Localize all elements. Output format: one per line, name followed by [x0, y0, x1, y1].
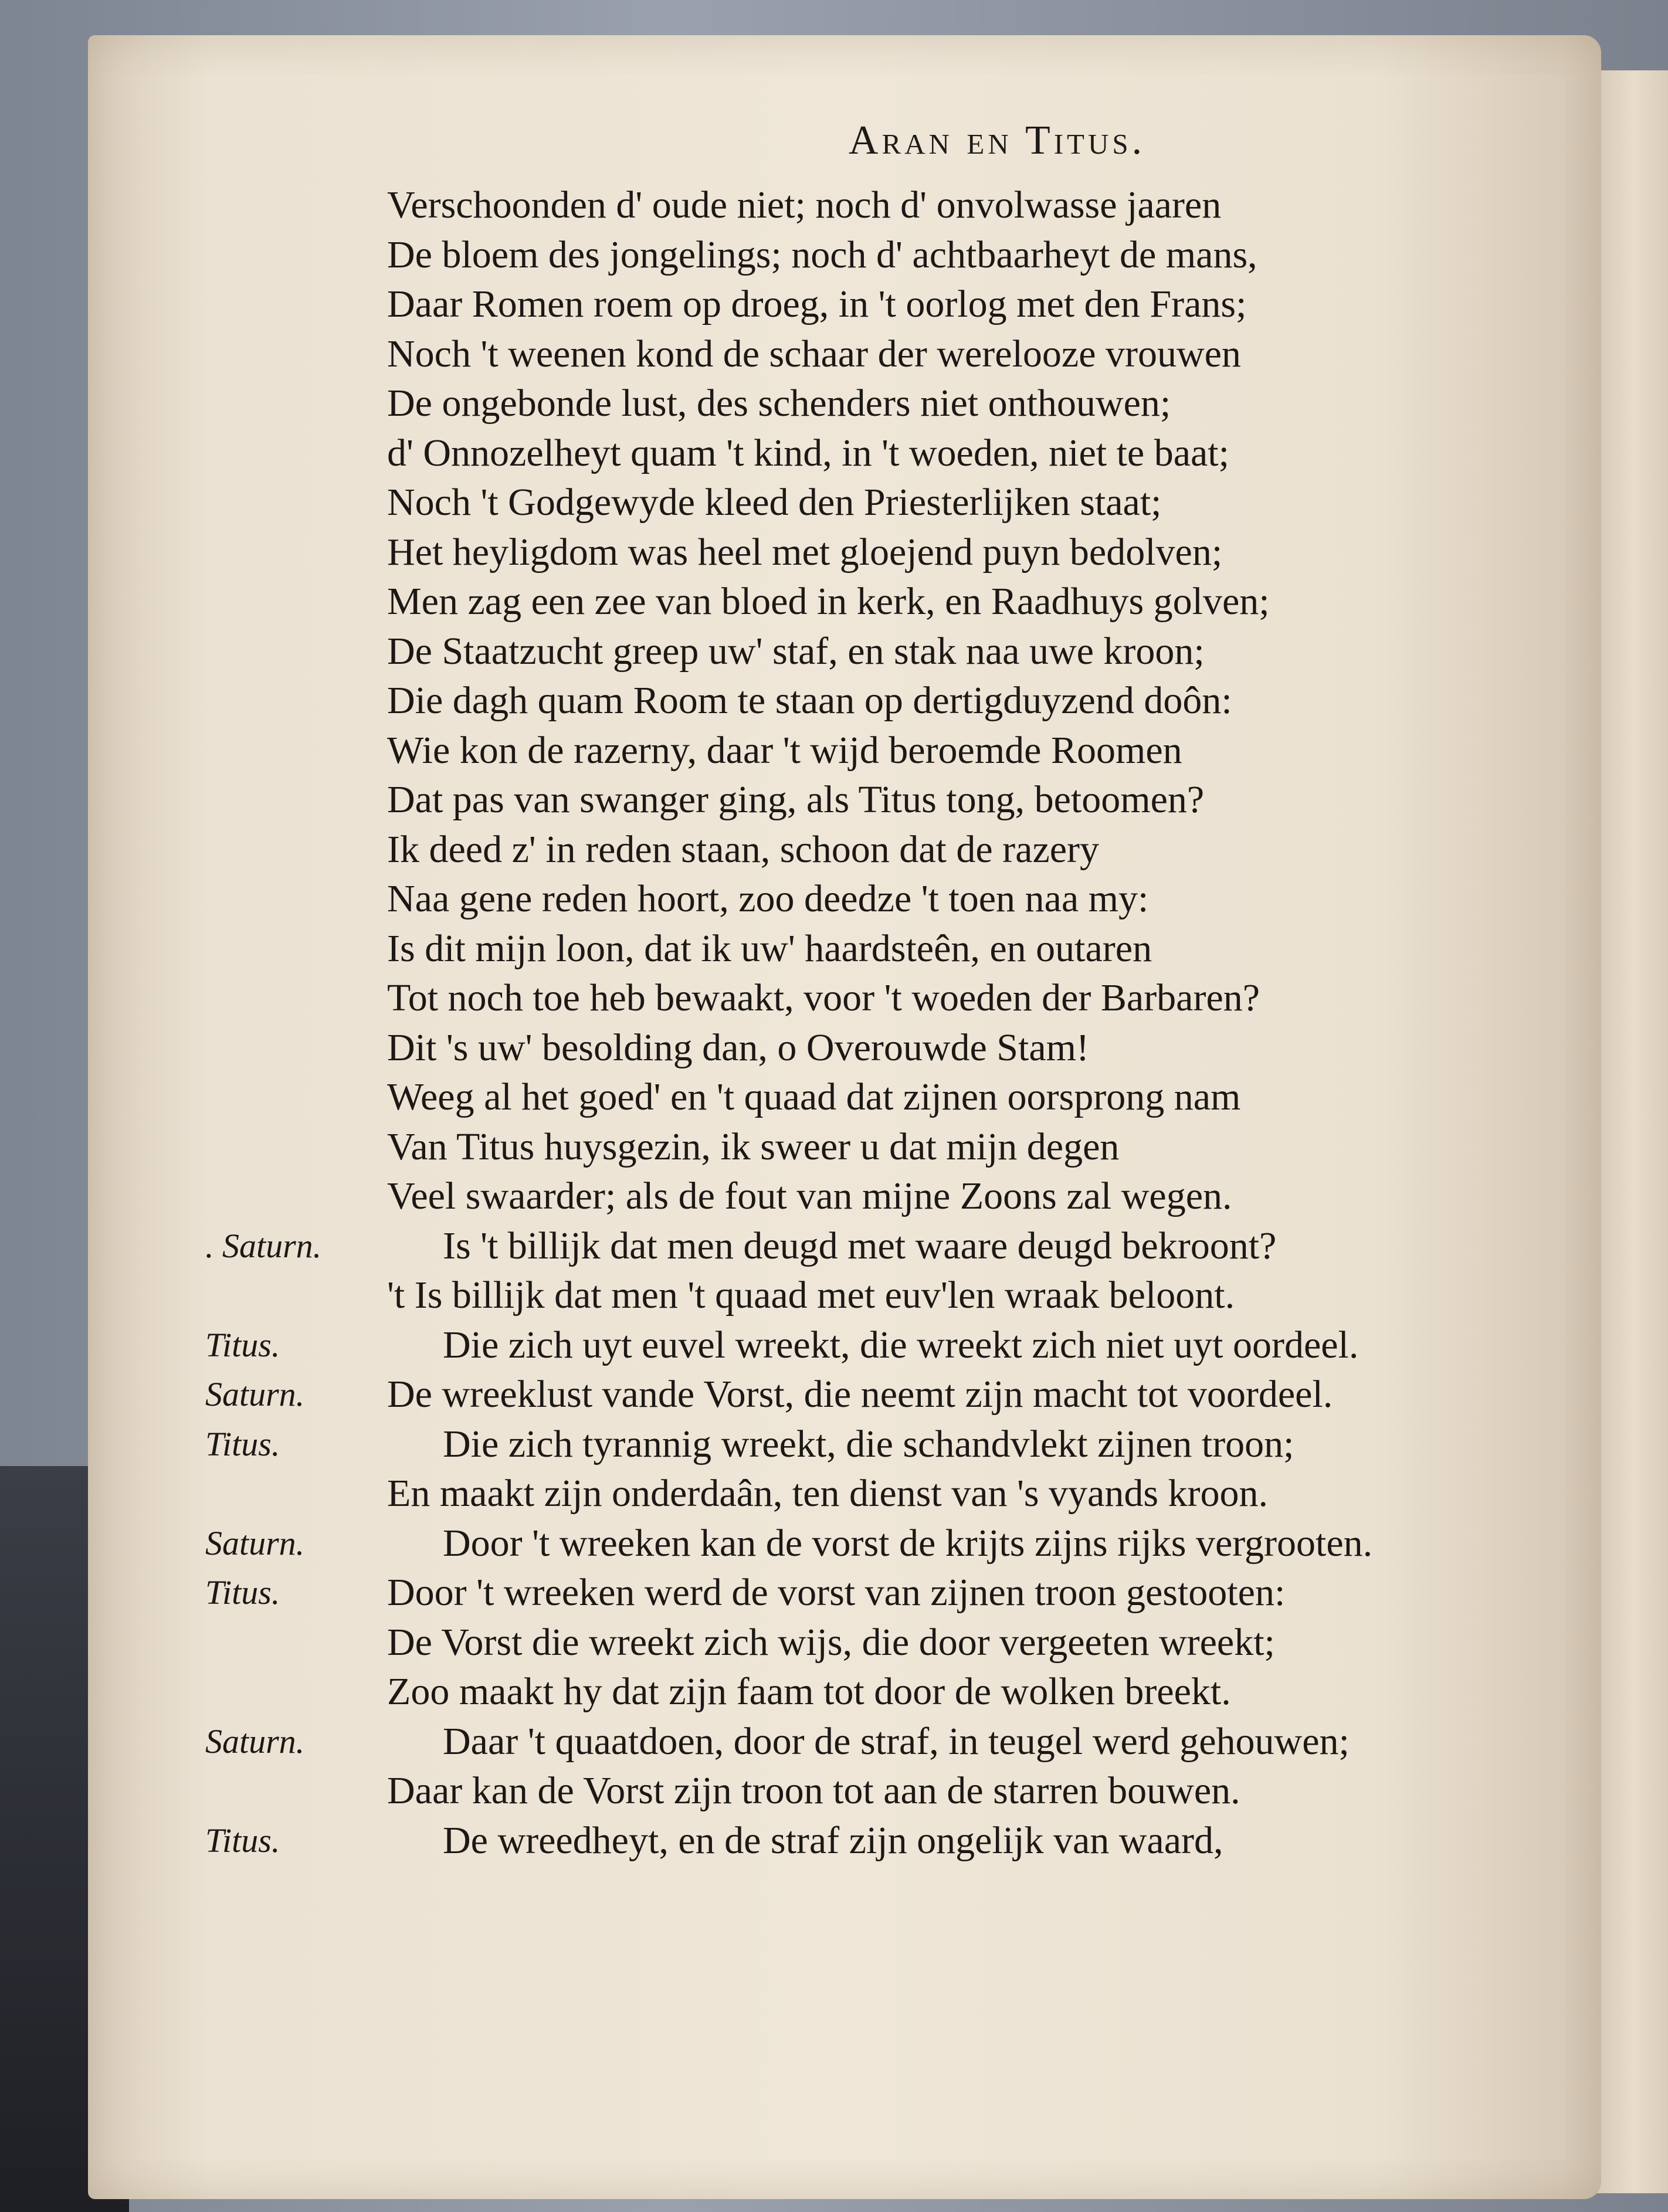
verse-line-text: Door 't wreeken kan de vorst de krijts zijns rijks vergrooten.: [443, 1521, 1373, 1565]
speaker-label: Saturn.: [205, 1722, 305, 1760]
verse-line-text: Noch 't Godgewyde kleed den Priesterlijken staat;: [387, 481, 1162, 524]
verse-line-text: d' Onnozelheyt quam 't kind, in 't woeden, niet te baat;: [387, 431, 1229, 474]
verse-line-text: Verschoonden d' oude niet; noch d' onvolwasse jaaren: [387, 184, 1222, 226]
verse-line: [387, 476, 1589, 529]
verse-text: [88, 35, 1601, 2199]
verse-line-text: Veel swaarder; als de fout van mijne Zoons zal wegen.: [387, 1175, 1232, 1217]
verse-line: [387, 1765, 1589, 1817]
speaker-label: Titus.: [205, 1424, 280, 1463]
verse-line-text: De Vorst die wreekt zich wijs, die door vergeeten wreekt;: [387, 1620, 1275, 1664]
verse-line: [387, 1319, 1589, 1372]
verse-line-text: De wreedheyt, en de straf zijn ongelijk van waard,: [443, 1819, 1223, 1862]
speaker-label: . Saturn.: [205, 1226, 322, 1265]
verse-line-text: Wie kon de razerny, daar 't wijd beroemde Roomen: [387, 728, 1182, 772]
verse-line: [387, 625, 1589, 678]
verse-line-text: Die dagh quam Room te staan op dertigduyzend doôn:: [387, 679, 1232, 722]
verse-line: [387, 724, 1589, 777]
speaker-label: Titus.: [205, 1325, 280, 1364]
speaker-label: Saturn.: [205, 1524, 305, 1562]
verse-line-text: De wreeklust vande Vorst, die neemt zijn macht tot voordeel.: [387, 1373, 1333, 1416]
verse-line: [387, 674, 1589, 727]
verse-line: [387, 1418, 1589, 1471]
verse-line: [387, 972, 1589, 1024]
running-head: Aran en Titus.: [848, 118, 1146, 163]
verse-line-text: Het heyligdom was heel met gloejend puyn bedolven;: [387, 530, 1223, 574]
verse-line: [387, 278, 1589, 331]
verse-line-text: Men zag een zee van bloed in kerk, en Raadhuys golven;: [387, 580, 1270, 623]
verse-line: [387, 179, 1589, 232]
verse-line: [387, 1814, 1589, 1867]
book-page: [88, 35, 1601, 2199]
verse-line-text: 't Is billijk dat men 't quaad met euv'len wraak beloont.: [387, 1274, 1235, 1317]
verse-line: [387, 1665, 1589, 1718]
verse-line-text: Daar Romen roem op droeg, in 't oorlog met den Frans;: [387, 283, 1247, 325]
verse-line-text: De bloem des jongelings; noch d' achtbaarheyt de mans,: [387, 233, 1257, 276]
verse-line-text: Ik deed z' in reden staan, schoon dat de razery: [387, 827, 1100, 871]
verse-line: [387, 922, 1589, 975]
verse-line: [387, 873, 1589, 925]
verse-line: [387, 1121, 1589, 1173]
verse-line: [387, 1517, 1589, 1570]
verse-line: [387, 1220, 1589, 1273]
verse-line-text: De ongebonde lust, des schenders niet onthouwen;: [387, 382, 1171, 425]
verse-line-text: Naa gene reden hoort, zoo deedze 't toen naa my:: [387, 877, 1149, 920]
verse-line: [387, 427, 1589, 480]
verse-line-text: Daar kan de Vorst zijn troon tot aan de starren bouwen.: [387, 1769, 1240, 1812]
verse-line: [387, 1566, 1589, 1619]
verse-line: [387, 328, 1589, 381]
verse-line: [387, 1616, 1589, 1669]
verse-line-text: Van Titus huysgezin, ik sweer u dat mijn degen: [387, 1125, 1120, 1168]
verse-line-text: Die zich uyt euvel wreekt, die wreekt zich niet uyt oordeel.: [443, 1323, 1359, 1366]
verse-line-text: Daar 't quaatdoen, door de straf, in teugel werd gehouwen;: [443, 1719, 1350, 1763]
verse-line: [387, 1022, 1589, 1074]
verse-line: [387, 1467, 1589, 1520]
verse-line-text: Weeg al het goed' en 't quaad dat zijnen oorsprong nam: [387, 1076, 1241, 1118]
verse-line-text: Noch 't weenen kond de schaar der werelooze vrouwen: [387, 332, 1241, 375]
verse-line: [387, 575, 1589, 628]
verse-line: [387, 1715, 1589, 1768]
verse-line-text: Is 't billijk dat men deugd met waare deugd bekroont?: [443, 1224, 1277, 1267]
verse-line-text: Dat pas van swanger ging, als Titus tong, betoomen?: [387, 778, 1205, 821]
verse-line-text: Door 't wreeken werd de vorst van zijnen troon gestooten:: [387, 1571, 1286, 1614]
verse-line: [387, 1170, 1589, 1223]
verse-line: [387, 773, 1589, 826]
speaker-label: Titus.: [205, 1821, 280, 1860]
verse-line-text: En maakt zijn onderdaân, ten dienst van 's vyands kroon.: [387, 1472, 1269, 1515]
verse-line: [387, 377, 1589, 430]
verse-line-text: Dit 's uw' besolding dan, o Overouwde Stam!: [387, 1026, 1089, 1069]
verse-line: [387, 229, 1589, 281]
verse-line: [387, 526, 1589, 579]
verse-line-text: Tot noch toe heb bewaakt, voor 't woeden der Barbaren?: [387, 976, 1260, 1019]
speaker-label: Titus.: [205, 1573, 280, 1611]
verse-line-text: Is dit mijn loon, dat ik uw' haardsteên, en outaren: [387, 927, 1152, 970]
verse-line: [387, 1368, 1589, 1421]
speaker-label: Saturn.: [205, 1375, 305, 1413]
verse-line: [387, 1071, 1589, 1124]
verse-line-text: Die zich tyrannig wreekt, die schandvlekt zijnen troon;: [443, 1422, 1294, 1465]
verse-line: [387, 823, 1589, 876]
verse-line-text: De Staatzucht greep uw' staf, en stak naa uwe kroon;: [387, 629, 1205, 673]
verse-line-text: Zoo maakt hy dat zijn faam tot door de wolken breekt.: [387, 1670, 1231, 1713]
verse-line: [387, 1269, 1589, 1322]
